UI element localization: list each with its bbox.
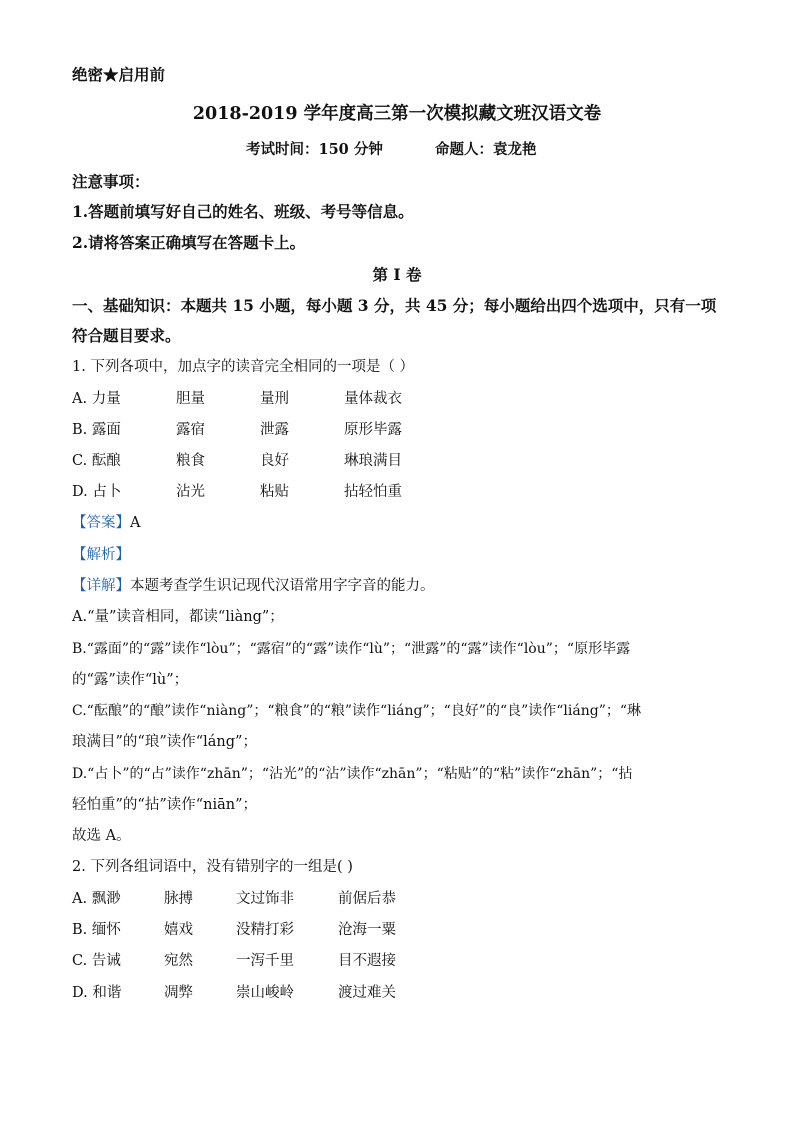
answer-value: A (130, 515, 141, 531)
notes-heading: 注意事项： (72, 172, 150, 191)
q1-explain-d-line-2: 轻怕重”的“拈”读作“niān”； (72, 797, 258, 813)
q1-explain-a: A.“量”读音相同，都读“liàng”； (72, 609, 284, 625)
exam-author: 命题人：袁龙艳 (435, 141, 537, 158)
q1-explain-c-line-1: C.“酝酿”的“酿”读作“niàng”；“粮食”的“粮”读作“liáng”；“良好”的“良”读作“liáng”；“琳 (72, 703, 642, 719)
volume-heading: 第 I 卷 (372, 265, 422, 284)
q1-analysis (72, 545, 130, 565)
q1-explain-b-line-1: B.“露面”的“露”读作“lòu”；“露宿”的“露”读作“lù”；“泄露”的“露”读作“lòu”；“原形毕露 (72, 641, 631, 657)
secret-label: 绝密★启用前 (72, 65, 166, 84)
q1-explain-b-line-2: 的“露”读作“lù”； (72, 672, 189, 688)
detail-tag: 【详解】 (72, 578, 130, 594)
q1-explain-c-line-2: 琅满目”的“琅”读作“láng”； (72, 734, 257, 750)
exam-time: 考试时间：150 分钟 (246, 141, 383, 158)
q1-answer (72, 513, 140, 533)
exam-page: 绝密★启用前 2018-2019 学年度高三第一次模拟藏文班汉语文卷 考试时间：150 分钟 命题人：袁龙艳 注意事项： 1.答题前填写好自己的姓名、班级、考号等信息。 2.请将答案正确填写在答题卡上。 第 I 卷 一、基础知识：本题共 15 小题，每小题 3 分，共 45 分；每小题给出四个选项中，只有一项 符合题目要求。 1. 下列各项中，加点字的读音完全相同的一项是（ ） A. 力量 胆量 量刑 量体裁衣 B. 露面 露宿 泄露 原形毕露 C. 酝酿 粮食 良好 琳琅满目 D. 占卜 沾光 粘贴 拈轻怕重 【答案】A 【解析】 【详解】本题考查学生识记现代汉语常用字字音的能力。 A.“量”读音相同，都读“liàng”； B.“露面”的“露”读作“lòu”；“露宿”的“露”读作“lù”；“泄露”的“露”读作“lòu”；“原形毕露 的“露”读作“lù”； C.“酝酿”的“酿”读作“niàng”；“粮食”的“粮”读作“liáng”；“良好”的“良”读作“liáng”；“琳 琅满目”的“琅”读作“láng”； D.“占卜”的“占”读作“zhān”；“沾光”的“沾”读作“zhān”；“粘贴”的“粘”读作“zhān”；“拈 轻怕重”的“拈”读作“niān”； 故选 A。 2. 下列各组词语中，没有错别字的一组是( ) A. 飘渺 脉搏 文过饰非 前倨后恭 B. 缅怀 嬉戏 没精打彩 沧海一粟 C. 告诫 宛然 一泻千里 目不遐接 D. 和谐 凋弊 崇山峻岭 渡过难关 (0, 0, 794, 1123)
q2-stem: 2. 下列各组词语中，没有错别字的一组是( ) (72, 859, 353, 875)
section-heading-line-1: 一、基础知识：本题共 15 小题，每小题 3 分，共 45 分；每小题给出四个选项中，只有一项 (72, 296, 717, 315)
q1-explain-d-line-1: D.“占卜”的“占”读作“zhān”；“沾光”的“沾”读作“zhān”；“粘贴”的“粘”读作“zhān”；“拈 (72, 766, 633, 782)
notes-item-2: 2.请将答案正确填写在答题卡上。 (72, 233, 306, 252)
analysis-tag: 【解析】 (72, 547, 130, 563)
q1-stem: 1. 下列各项中，加点字的读音完全相同的一项是（ ） (72, 359, 415, 375)
detail-text: 本题考查学生识记现代汉语常用字字音的能力。 (130, 578, 435, 594)
q1-detail (72, 576, 435, 596)
answer-tag: 【答案】 (72, 515, 130, 531)
section-heading-line-2: 符合题目要求。 (72, 326, 181, 345)
q1-conclusion: 故选 A。 (72, 828, 131, 844)
page-title: 2018-2019 学年度高三第一次模拟藏文班汉语文卷 (192, 104, 602, 124)
notes-item-1: 1.答题前填写好自己的姓名、班级、考号等信息。 (72, 202, 414, 221)
